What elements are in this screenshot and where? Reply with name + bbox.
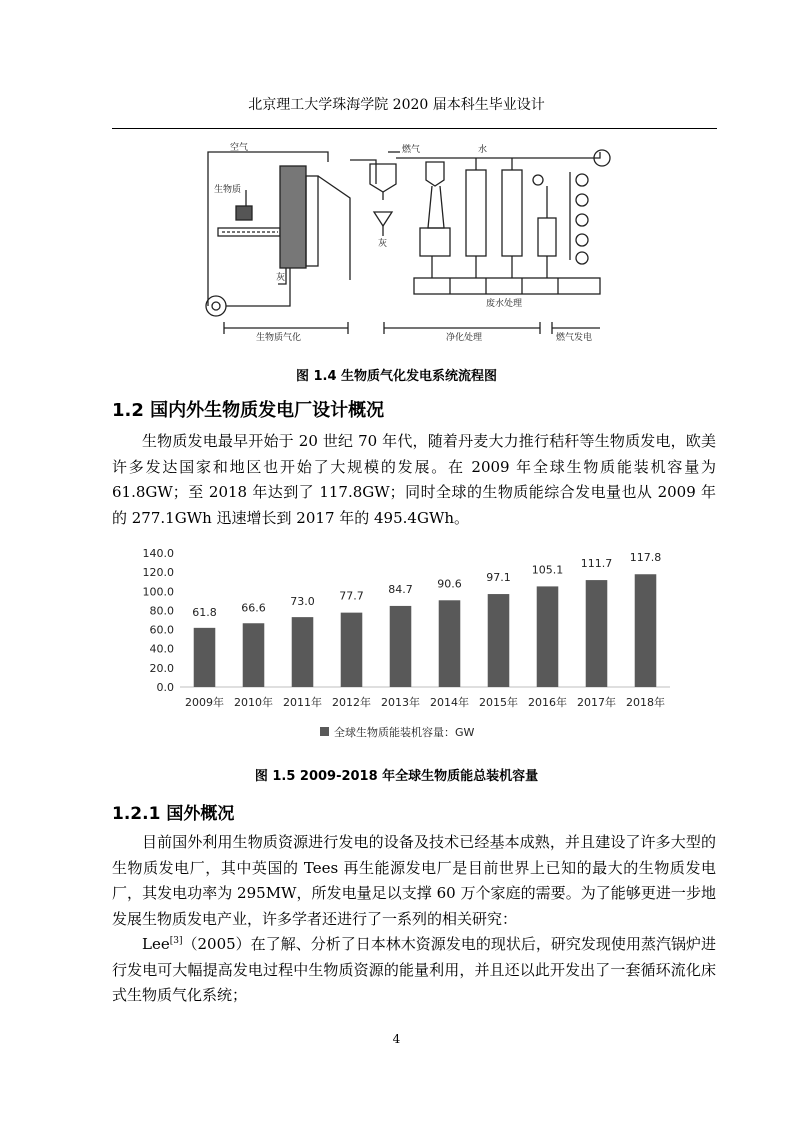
label-water: 水 xyxy=(478,145,488,155)
section-1-2-heading: 1.2 国内外生物质发电厂设计概况 xyxy=(112,400,385,421)
x-tick-label: 2015年 xyxy=(479,696,518,709)
bar xyxy=(243,623,265,687)
figure-1-5-caption: 图 1.5 2009-2018 年全球生物质能总装机容量 xyxy=(254,769,539,784)
header-rule xyxy=(112,128,717,129)
x-tick-label: 2011年 xyxy=(283,696,322,709)
citation-ref: [3] xyxy=(169,936,183,946)
legend-swatch xyxy=(320,727,329,736)
bar xyxy=(439,600,461,687)
y-tick-label: 20.0 xyxy=(149,661,174,675)
bar xyxy=(390,606,412,687)
y-tick-label: 0.0 xyxy=(156,681,174,694)
y-tick-label: 40.0 xyxy=(149,642,174,656)
x-tick-label: 2009年 xyxy=(185,696,224,709)
x-tick-label: 2010年 xyxy=(234,696,273,709)
bar xyxy=(537,586,559,687)
section-1-2-1-paragraph-1: 目前国外利用生物质资源进行发电的设备及技术已经基本成熟，并且建设了许多大型的生物质发电厂，其中英国的 Tees 再生能源发电厂是目前世界上已知的最大的生物质发电厂，其发电功率为 295MW，所发电量足以支撑 60 万个家庭的需要。为了能够更进一步地发展生物质发电产业，许多学者还进行了一系列的相关研究： xyxy=(112,833,716,928)
legend-label: 全球生物质能装机容量：GW xyxy=(334,726,475,739)
data-label: 84.7 xyxy=(388,582,413,596)
paragraph-2-text: （2005）在了解、分析了日本林木资源发电的现状后，研究发现使用蒸汽锅炉进行发电可大幅提高发电过程中生物质资源的能量利用，并且还以此开发出了一套循环流化床式生物质气化系统； xyxy=(112,935,716,1004)
bar xyxy=(194,628,216,687)
y-tick-label: 80.0 xyxy=(149,604,174,618)
x-tick-label: 2017年 xyxy=(577,696,616,709)
bar xyxy=(341,613,363,687)
bar xyxy=(635,574,657,687)
data-label: 77.7 xyxy=(339,589,364,603)
label-stage-power: 燃气发电 xyxy=(556,333,593,343)
data-label: 66.6 xyxy=(241,601,266,615)
data-label: 117.8 xyxy=(629,551,662,565)
label-stage-purify: 净化处理 xyxy=(446,333,483,343)
data-label: 105.1 xyxy=(531,563,564,577)
data-label: 73.0 xyxy=(290,595,315,609)
label-waste-water: 废水处理 xyxy=(486,299,523,309)
figure-1-4-caption: 图 1.4 生物质气化发电系统流程图 xyxy=(295,369,498,384)
bar xyxy=(292,617,314,687)
author-name: Lee xyxy=(142,935,170,953)
label-air: 空气 xyxy=(230,143,249,153)
section-1-2-1-paragraph-2 xyxy=(112,932,716,1009)
data-label: 111.7 xyxy=(580,557,613,571)
data-label: 61.8 xyxy=(192,605,217,619)
x-tick-label: 2013年 xyxy=(381,696,420,709)
data-label: 90.6 xyxy=(437,577,462,591)
label-ash-2: 灰 xyxy=(378,239,388,249)
page-number: 4 xyxy=(392,1032,401,1046)
y-tick-label: 140.0 xyxy=(142,547,174,560)
y-tick-label: 100.0 xyxy=(142,585,174,599)
label-ash-1: 灰 xyxy=(276,273,286,283)
x-tick-label: 2012年 xyxy=(332,696,371,709)
data-label: 97.1 xyxy=(486,571,511,585)
page-header: 北京理工大学珠海学院 2020 届本科生毕业设计 xyxy=(248,97,545,113)
section-1-2-paragraph: 生物质发电最早开始于 20 世纪 70 年代，随着丹麦大力推行秸秆等生物质发电，欧美许多发达国家和地区也开始了大规模的发展。在 2009 年全球生物质能装机容量为 61.8GW；至 2018 年达到了 117.8GW；同时全球的生物质能综合发电量也从 2009 年的 277.1GWh 迅速增长到 2017 年的 495.4GWh。 xyxy=(112,432,716,527)
bar xyxy=(488,594,510,687)
y-tick-label: 120.0 xyxy=(142,566,174,580)
label-biomass: 生物质 xyxy=(214,185,242,195)
label-stage-gasify: 生物质气化 xyxy=(256,333,302,343)
gasification-process-diagram xyxy=(200,140,620,350)
bar xyxy=(586,580,608,687)
capacity-bar-chart xyxy=(140,545,680,755)
x-tick-label: 2016年 xyxy=(528,696,567,709)
x-tick-label: 2018年 xyxy=(626,696,665,709)
label-gas: 燃气 xyxy=(402,145,421,155)
x-tick-label: 2014年 xyxy=(430,696,469,709)
section-1-2-1-heading: 1.2.1 国外概况 xyxy=(112,804,235,824)
y-tick-label: 60.0 xyxy=(149,623,174,637)
